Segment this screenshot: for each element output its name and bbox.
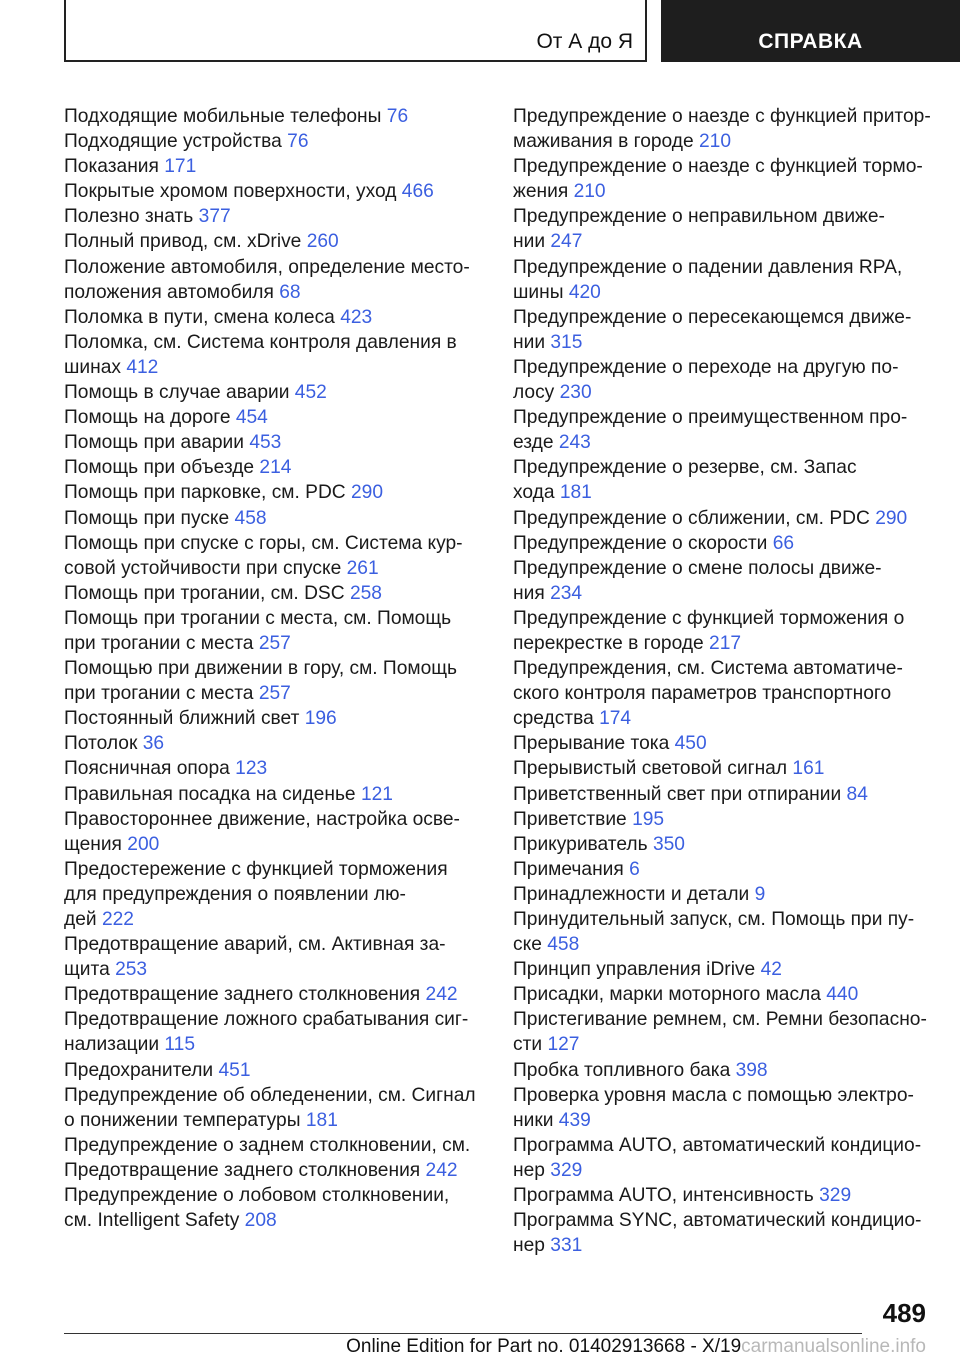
index-entry-term: хода [513, 482, 555, 504]
edition-text: Online Edition for Part no. 01402913668 - X/19 [346, 1336, 742, 1357]
index-entry [513, 154, 933, 204]
index-entry-text [64, 305, 482, 330]
index-entry-text [64, 355, 482, 380]
index-entry-text [513, 832, 933, 857]
page-link[interactable]: 377 [198, 206, 231, 228]
index-entry [513, 656, 933, 731]
index-entry-text: Предупреждения, см. Система автоматиче- [513, 658, 903, 680]
index-entry-term: жения [513, 181, 569, 203]
index-entry [64, 1183, 482, 1233]
index-entry [513, 506, 933, 531]
page-link[interactable]: 466 [401, 181, 434, 203]
index-entry-term: шинах [64, 356, 121, 378]
index-entry [64, 706, 482, 731]
index-entry-term: Прерывистый световой сигнал [513, 758, 788, 780]
index-entry-text [513, 280, 933, 305]
index-entry-text: Правостороннее движение, настройка осве- [64, 808, 460, 830]
index-entry-text [513, 982, 933, 1007]
index-entry-term: езде [513, 432, 554, 454]
index-entry-text [513, 1058, 933, 1083]
index-entry [513, 731, 933, 756]
index-entry-term: Принцип управления iDrive [513, 959, 756, 981]
index-entry-term: о понижении температуры [64, 1109, 301, 1131]
page-link[interactable]: 458 [547, 934, 580, 956]
index-entry-text [513, 1183, 933, 1208]
index-entry [513, 782, 933, 807]
index-entry-text [513, 756, 933, 781]
page-link[interactable]: 315 [550, 331, 583, 353]
page-link[interactable]: 217 [709, 632, 742, 654]
index-entry-text [64, 1058, 482, 1083]
index-entry-term: Приветственный свет при отпирании [513, 783, 842, 805]
index-entry [64, 405, 482, 430]
index-entry-term: Предупреждение о сближении, см. PDC [513, 507, 870, 529]
page-link[interactable]: 412 [126, 356, 159, 378]
page-link[interactable]: 453 [249, 432, 282, 454]
index-entry [513, 1058, 933, 1083]
index-entry [513, 832, 933, 857]
index-entry-text [513, 330, 933, 355]
index-entry [513, 1007, 933, 1057]
page-link[interactable]: 210 [573, 181, 606, 203]
index-entry-term: ники [513, 1109, 554, 1131]
page-link[interactable]: 36 [142, 733, 165, 755]
index-entry-term: Подходящие устройства [64, 131, 282, 153]
index-entry-text: Предотвращение ложного срабатывания сиг- [64, 1009, 469, 1031]
index-entry [513, 807, 933, 832]
index-entry [64, 129, 482, 154]
index-entry-text [513, 229, 933, 254]
index-entry-text [513, 581, 933, 606]
index-entry [513, 531, 933, 556]
index-entry-text [513, 380, 933, 405]
index-entry-text [64, 556, 482, 581]
index-entry-term: положения автомобиля [64, 281, 274, 303]
index-entry-text: Предотвращение аварий, см. Активная за- [64, 934, 446, 956]
index-entry-text: Предупреждение о заднем столкновении, см. [64, 1134, 471, 1156]
index-entry [64, 932, 482, 982]
page-link[interactable]: 243 [558, 432, 591, 454]
index-entry-term: нализации [64, 1034, 160, 1056]
page-link[interactable]: 439 [558, 1109, 591, 1131]
index-entry [64, 506, 482, 531]
index-entry [64, 179, 482, 204]
section-tab[interactable] [64, 0, 647, 62]
index-entry-term: Помощь при пуске [64, 507, 230, 529]
index-entry [64, 104, 482, 129]
index-entry-term: Пробка топливного бака [513, 1059, 731, 1081]
index-entry [64, 782, 482, 807]
page-link[interactable]: 208 [244, 1210, 277, 1232]
index-entry-term: Предохранители [64, 1059, 214, 1081]
index-entry-text: Предупреждение об обледенении, см. Сигнал [64, 1084, 476, 1106]
index-entry [64, 455, 482, 480]
index-entry [513, 1183, 933, 1208]
page-link[interactable]: 253 [115, 959, 148, 981]
index-entry [513, 857, 933, 882]
page-link[interactable]: 290 [875, 507, 908, 529]
page-link[interactable]: 242 [425, 984, 458, 1006]
index-entry-text: Предупреждение о смене полосы движе- [513, 557, 882, 579]
index-entry [513, 355, 933, 405]
index-entry-text [64, 681, 482, 706]
index-entry [64, 305, 482, 330]
index-entry-text: Предупреждение о падении давления RPA, [513, 256, 903, 278]
index-entry-term: Прерывание тока [513, 733, 670, 755]
index-entry-text [513, 531, 933, 556]
index-entry-text [513, 706, 933, 731]
index-entry-text: Предостережение с функцией торможения [64, 858, 448, 880]
index-entry-text [64, 480, 482, 505]
index-entry [64, 330, 482, 380]
index-entry-term: Приветствие [513, 808, 627, 830]
index-entry-text [64, 280, 482, 305]
page-link[interactable]: 452 [294, 382, 327, 404]
index-entry-term: нер [513, 1235, 545, 1257]
index-entry-text [64, 430, 482, 455]
index-entry-text [64, 1208, 482, 1233]
index-entry-text: Помощь при трогании с места, см. Помощь [64, 607, 452, 629]
index-entry [64, 531, 482, 581]
index-entry-text: Принудительный запуск, см. Помощь при пу- [513, 909, 915, 930]
index-entry-term: Подходящие мобильные телефоны [64, 106, 382, 127]
index-entry [513, 907, 933, 957]
index-entry-text [64, 982, 482, 1007]
index-entry-text [64, 957, 482, 982]
index-entry-term: дей [64, 909, 97, 930]
index-entry [64, 480, 482, 505]
index-entry [64, 1083, 482, 1133]
index-entry-text: Предупреждение о наезде с функцией тормо- [513, 156, 923, 178]
index-entry-term: сти [513, 1034, 543, 1056]
page-link[interactable]: 200 [127, 833, 160, 855]
index-entry [64, 581, 482, 606]
index-entry-text [513, 129, 933, 154]
index-entry [64, 656, 482, 706]
index-entry-text: Предупреждение о переходе на другую по- [513, 356, 899, 378]
index-entry-text [64, 631, 482, 656]
index-entry-term: нии [513, 231, 546, 253]
index-entry-text [64, 581, 482, 606]
index-entry-term: Помощь при аварии [64, 432, 244, 454]
index-entry-text [513, 1108, 933, 1133]
index-entry-term: перекрестке в городе [513, 632, 704, 654]
index-entry-text: Предупреждение о лобовом столкновении, [64, 1185, 450, 1207]
page-link[interactable]: 258 [349, 582, 382, 604]
index-entry-term: Предотвращение заднего столкновения [64, 1159, 421, 1181]
index-entry-term: Помощь при объезде [64, 457, 255, 479]
page-link[interactable]: 458 [234, 507, 267, 529]
page-link[interactable]: 181 [559, 482, 592, 504]
page-link[interactable]: 329 [550, 1159, 583, 1181]
page-number: 489 [882, 1298, 926, 1328]
index-entry-term: маживания в городе [513, 131, 694, 153]
index-entry [513, 957, 933, 982]
page-link[interactable]: 420 [568, 281, 601, 303]
page-link[interactable]: 398 [735, 1059, 768, 1081]
page-link[interactable]: 451 [218, 1059, 251, 1081]
index-entry-text [64, 154, 482, 179]
index-entry [513, 1133, 933, 1183]
index-entry-text [513, 782, 933, 807]
index-entry-text: Поломка, см. Система контроля давления в [64, 331, 457, 353]
index-entry [64, 380, 482, 405]
index-entry-term: при трогании с места [64, 632, 254, 654]
index-entry-text [64, 731, 482, 756]
index-entry-text [64, 756, 482, 781]
index-entry [64, 430, 482, 455]
index-entry-text [64, 129, 482, 154]
page-link[interactable]: 257 [258, 683, 291, 705]
index-entry-term: Примечания [513, 858, 624, 880]
page-link[interactable]: 331 [550, 1235, 583, 1257]
page-link[interactable]: 6 [629, 858, 640, 880]
page-link[interactable]: 9 [754, 883, 766, 905]
index-entry-term: Показания [64, 156, 159, 178]
index-entry-text: Предупреждение о пересекающемся движе- [513, 306, 912, 328]
index-entry-text [64, 1032, 482, 1057]
index-entry [513, 1083, 933, 1133]
index-entry-text [513, 506, 933, 531]
index-entry-term: совой устойчивости при спуске [64, 557, 342, 579]
index-entry [64, 982, 482, 1007]
index-entry-term: щения [64, 833, 122, 855]
page-link[interactable]: 76 [386, 106, 409, 127]
index-entry-term: Правильная посадка на сиденье [64, 783, 356, 805]
index-entry-text [513, 179, 933, 204]
index-entry-text [64, 506, 482, 531]
page-header [64, 0, 960, 66]
index-entry-term: Предупреждение о скорости [513, 532, 768, 554]
page-link[interactable]: 174 [599, 708, 632, 730]
page-link[interactable]: 230 [559, 382, 592, 404]
index-entry-term: Помощь на дороге [64, 407, 231, 429]
index-entry-text: Помощью при движении в гору, см. Помощь [64, 658, 458, 680]
index-entry-term: нер [513, 1159, 545, 1181]
index-entry-text [513, 857, 933, 882]
index-entry-text [513, 957, 933, 982]
index-entry-text [513, 631, 933, 656]
index-entry [64, 204, 482, 229]
index-entry [513, 455, 933, 505]
index-entry-text: Проверка уровня масла с помощью электро- [513, 1084, 914, 1106]
page-link[interactable]: 242 [425, 1159, 458, 1181]
page-link[interactable]: 290 [351, 482, 384, 504]
index-entry-text: Программа SYNC, автоматический кондицио- [513, 1210, 922, 1232]
page-link[interactable]: 329 [819, 1185, 852, 1207]
index-entry-text: Пристегивание ремнем, см. Ремни безопасно- [513, 1009, 927, 1031]
page-link[interactable]: 66 [772, 532, 795, 554]
index-entry-term: Полный привод, см. xDrive [64, 231, 302, 253]
page-link[interactable]: 454 [235, 407, 268, 429]
index-entry [513, 556, 933, 606]
index-entry-term: см. Intelligent Safety [64, 1210, 240, 1232]
index-entry [513, 204, 933, 254]
index-entry-term: ске [513, 934, 542, 956]
page-link[interactable]: 42 [760, 959, 782, 981]
page-link[interactable]: 115 [164, 1034, 196, 1056]
page-link[interactable]: 171 [164, 156, 197, 178]
page-link[interactable]: 423 [340, 306, 373, 328]
page-link[interactable]: 195 [632, 808, 665, 830]
index-entry-term: Прикуриватель [513, 833, 648, 855]
index-entry-term: Помощь в случае аварии [64, 382, 290, 404]
index-entry-term: Программа AUTO, интенсивность [513, 1185, 814, 1207]
index-entry [64, 1058, 482, 1083]
index-entry-text [513, 1032, 933, 1057]
index-entry-text: для предупреждения о появлении лю- [64, 883, 406, 905]
page-link[interactable]: 260 [306, 231, 339, 253]
index-entry-text [64, 179, 482, 204]
index-column-left [64, 104, 482, 1233]
index-entry-term: Постоянный ближний свет [64, 708, 300, 730]
reference-tab[interactable] [661, 0, 960, 62]
index-entry-text [513, 1158, 933, 1183]
index-entry-text: Положение автомобиля, определение место- [64, 256, 470, 278]
index-entry-text [513, 731, 933, 756]
page-link[interactable]: 68 [279, 281, 301, 303]
index-entry-text: Программа AUTO, автоматический кондицио- [513, 1134, 922, 1156]
index-entry-text [64, 204, 482, 229]
index-entry [64, 229, 482, 254]
footer-divider [64, 1333, 862, 1334]
index-entry-text [64, 706, 482, 731]
page-link[interactable]: 181 [305, 1109, 338, 1131]
page-link[interactable]: 84 [846, 783, 868, 805]
index-entry-text: Предупреждение с функцией торможения о [513, 607, 905, 629]
index-entry-term: нии [513, 331, 546, 353]
index-entry-term: лосу [513, 382, 555, 404]
index-entry-text [64, 1158, 482, 1183]
index-entry [64, 606, 482, 656]
index-entry-term: Принадлежности и детали [513, 883, 750, 905]
watermark-text: carmanualsonline.info [741, 1336, 926, 1357]
index-entry [64, 1007, 482, 1057]
index-column-right [513, 104, 933, 1258]
index-entry-text [64, 1108, 482, 1133]
index-entry [64, 1133, 482, 1183]
index-entry-text [64, 907, 482, 932]
index-entry [513, 756, 933, 781]
page-link[interactable]: 161 [792, 758, 825, 780]
page-link[interactable]: 450 [674, 733, 707, 755]
index-entry-term: Предотвращение заднего столкновения [64, 984, 421, 1006]
index-entry-text [513, 882, 933, 907]
index-entry-text [513, 1233, 933, 1258]
page-link[interactable]: 76 [287, 131, 309, 153]
section-tab-label: От А до Я [536, 30, 633, 53]
index-entry-term: Покрытые хромом поверхности, уход [64, 181, 397, 203]
index-entry [64, 807, 482, 857]
page-link[interactable]: 440 [826, 984, 859, 1006]
index-entry [513, 882, 933, 907]
index-entry-term: Потолок [64, 733, 138, 755]
index-entry-text [513, 807, 933, 832]
page-link[interactable]: 261 [346, 557, 379, 579]
index-entry [513, 405, 933, 455]
index-entry-term: Присадки, марки моторного масла [513, 984, 821, 1006]
index-entry-text [513, 932, 933, 957]
index-entry-text [64, 455, 482, 480]
page-link[interactable]: 214 [259, 457, 292, 479]
page-link[interactable]: 234 [550, 582, 583, 604]
index-entry [64, 731, 482, 756]
index-entry-term: шины [513, 281, 564, 303]
page-link[interactable]: 123 [235, 758, 268, 780]
page-link[interactable]: 196 [304, 708, 337, 730]
index-entry-text [64, 405, 482, 430]
page-link[interactable]: 350 [652, 833, 685, 855]
index-entry-term: при трогании с места [64, 683, 254, 705]
index-entry-text [513, 430, 933, 455]
index-entry-text: Предупреждение о резерве, см. Запас [513, 457, 857, 479]
index-entry [513, 1208, 933, 1258]
index-entry-term: Помощь при парковке, см. PDC [64, 482, 346, 504]
index-entry-text [64, 229, 482, 254]
page-link[interactable]: 127 [547, 1034, 580, 1056]
index-entry-term: Поломка в пути, смена колеса [64, 306, 335, 328]
index-entry-text: Предупреждение о наезде с функцией притор- [513, 106, 931, 127]
index-entry-text [513, 480, 933, 505]
index-entry-text: Предупреждение о неправильном движе- [513, 206, 885, 228]
index-entry-text [64, 782, 482, 807]
index-entry [64, 857, 482, 932]
index-entry-term: Полезно знать [64, 206, 194, 228]
index-entry-text: ского контроля параметров транспортного [513, 683, 892, 705]
index-entry [64, 255, 482, 305]
index-entry-text: Помощь при спуске с горы, см. Система кур- [64, 532, 463, 554]
index-entry [513, 606, 933, 656]
index-entry-text [64, 380, 482, 405]
page-link[interactable]: 247 [550, 231, 583, 253]
reference-tab-label: СПРАВКА [758, 30, 863, 53]
index-entry-term: Помощь при трогании, см. DSC [64, 582, 345, 604]
index-entry-term: Поясничная опора [64, 758, 230, 780]
index-entry-text [64, 832, 482, 857]
index-entry-term: ния [513, 582, 545, 604]
index-entry-text: Предупреждение о преимущественном про- [513, 407, 908, 429]
page-link[interactable]: 121 [360, 783, 393, 805]
index-entry [64, 154, 482, 179]
index-entry-term: средства [513, 708, 594, 730]
footer-edition [346, 1336, 926, 1358]
index-entry [513, 104, 933, 154]
index-entry-term: щита [64, 959, 110, 981]
index-entry [513, 982, 933, 1007]
page-link[interactable]: 222 [101, 909, 134, 930]
page-link[interactable]: 257 [258, 632, 291, 654]
index-entry [64, 756, 482, 781]
index-entry-text [64, 104, 482, 129]
index-entry [513, 305, 933, 355]
page-link[interactable]: 210 [699, 131, 732, 153]
index-entry [513, 255, 933, 305]
